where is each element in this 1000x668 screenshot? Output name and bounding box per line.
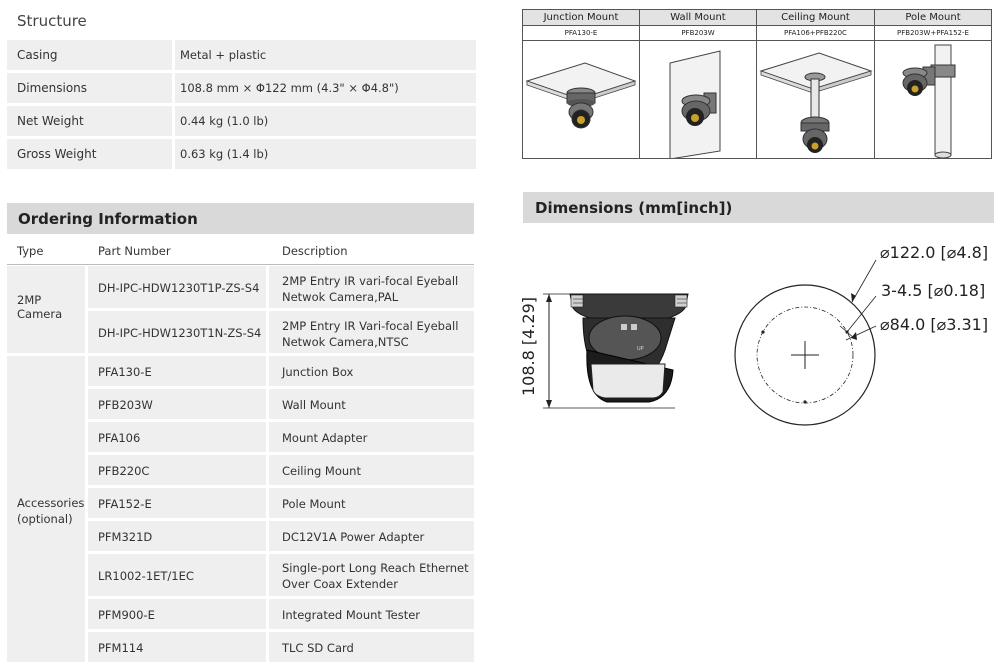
type-group-accessories [7, 356, 85, 662]
structure-title: Structure [17, 12, 87, 30]
part-number-cell: DH-IPC-HDW1230T1N-ZS-S4 [88, 311, 266, 353]
description-line: 2MP Entry IR Vari-focal Eyeball [282, 319, 459, 333]
header-part-number: Part Number [88, 236, 266, 264]
type-line: Camera [17, 307, 63, 321]
inner-diameter-label: ⌀84.0 [⌀3.31] [880, 315, 989, 334]
height-dimension-label: 108.8 [4.29] [519, 297, 538, 396]
mount-column-ceiling [757, 10, 875, 158]
mount-part: PFA106+PFB220C [757, 26, 874, 41]
mounting-holes-label: 3-4.5 [⌀0.18] [881, 281, 986, 300]
mount-options-table [522, 9, 992, 159]
mount-name: Pole Mount [875, 10, 991, 26]
description-cell: Wall Mount [269, 389, 474, 419]
description-cell: Pole Mount [269, 488, 474, 518]
part-number-cell: PFB220C [88, 455, 266, 485]
mount-column-wall [640, 10, 757, 158]
column-divider [172, 40, 175, 70]
mount-column-junction [523, 10, 640, 158]
camera-side-view-drawing [525, 280, 715, 415]
mount-part: PFB203W+PFA152-E [875, 26, 991, 41]
mount-part: PFB203W [640, 26, 756, 41]
header-divider [7, 264, 474, 265]
mount-name: Ceiling Mount [757, 10, 874, 26]
junction-mount-illustration [523, 41, 639, 158]
column-divider [172, 73, 175, 103]
description-cell [269, 554, 474, 596]
header-description: Description [269, 236, 474, 264]
part-number-cell: PFM321D [88, 521, 266, 551]
ordering-title: Ordering Information [18, 210, 198, 228]
description-cell: DC12V1A Power Adapter [269, 521, 474, 551]
row-label: Casing [17, 48, 58, 62]
part-number-cell: PFA130-E [88, 356, 266, 386]
column-divider [172, 106, 175, 136]
structure-row [7, 139, 476, 169]
description-line: Single-port Long Reach Ethernet [282, 561, 469, 575]
mount-name: Junction Mount [523, 10, 639, 26]
header-type: Type [7, 236, 85, 264]
structure-row [7, 73, 476, 103]
type-line: 2MP [17, 293, 42, 307]
part-number-cell: PFM114 [88, 632, 266, 662]
description-line: 2MP Entry IR vari-focal Eyeball [282, 274, 459, 288]
row-label: Gross Weight [17, 147, 97, 161]
type-line: (optional) [17, 512, 73, 526]
structure-row [7, 40, 476, 70]
row-label: Dimensions [17, 81, 88, 95]
dimensions-title: Dimensions (mm[inch]) [535, 199, 733, 217]
type-group-camera [7, 266, 85, 353]
description-cell: Integrated Mount Tester [269, 599, 474, 629]
part-number-cell: LR1002-1ET/1EC [88, 554, 266, 596]
structure-row [7, 106, 476, 136]
description-line: Netwok Camera,PAL [282, 290, 399, 304]
dimensions-header [523, 192, 994, 223]
row-value: 0.63 kg (1.4 lb) [180, 147, 269, 161]
camera-top-view-drawing [730, 240, 990, 440]
part-number-cell: PFA106 [88, 422, 266, 452]
mount-name: Wall Mount [640, 10, 756, 26]
outer-diameter-label: ⌀122.0 [⌀4.8] [880, 243, 989, 262]
mount-column-pole [875, 10, 991, 158]
ordering-header [7, 203, 474, 234]
part-number-cell: PFB203W [88, 389, 266, 419]
row-value: Metal + plastic [180, 48, 267, 62]
pole-mount-illustration [875, 41, 991, 158]
wall-mount-illustration [640, 41, 756, 158]
part-number-cell: DH-IPC-HDW1230T1P-ZS-S4 [88, 266, 266, 308]
description-cell: Ceiling Mount [269, 455, 474, 485]
svg-text:UP: UP [637, 346, 644, 352]
ceiling-mount-illustration [757, 41, 874, 158]
part-number-cell: PFM900-E [88, 599, 266, 629]
row-label: Net Weight [17, 114, 84, 128]
description-cell [269, 266, 474, 308]
description-line: Netwok Camera,NTSC [282, 335, 409, 349]
column-divider [172, 139, 175, 169]
row-value: 0.44 kg (1.0 lb) [180, 114, 269, 128]
description-line: Over Coax Extender [282, 577, 398, 591]
description-cell: Mount Adapter [269, 422, 474, 452]
description-cell [269, 311, 474, 353]
row-value: 108.8 mm × Φ122 mm (4.3" × Φ4.8") [180, 81, 399, 95]
part-number-cell: PFA152-E [88, 488, 266, 518]
mount-part: PFA130-E [523, 26, 639, 41]
description-cell: Junction Box [269, 356, 474, 386]
description-cell: TLC SD Card [269, 632, 474, 662]
type-line: Accessories [17, 496, 85, 510]
